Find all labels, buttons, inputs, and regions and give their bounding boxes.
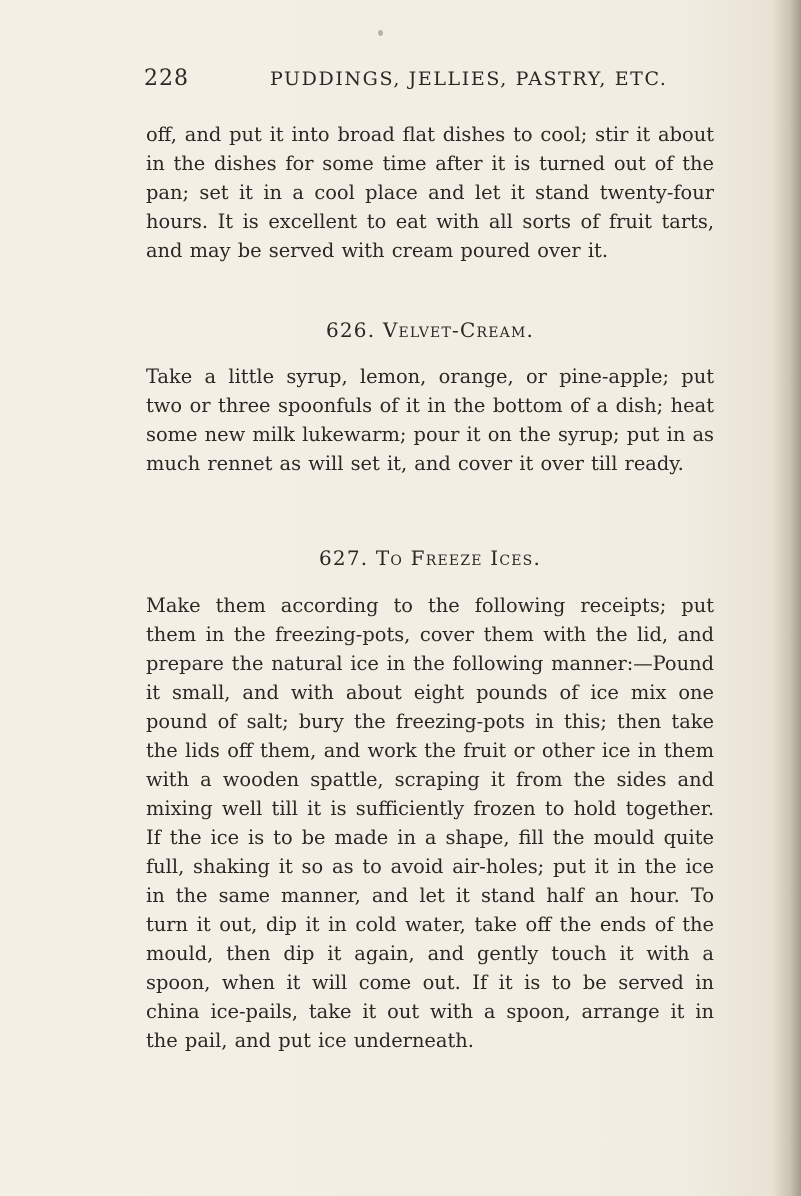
recipe-number: 627.: [318, 546, 369, 570]
page-edge-shadow: [773, 0, 801, 1196]
paragraph-continuation: off, and put it into broad flat dishes to cool; stir it about in the dishes for some time after it is turned out of the pan; set it in a cool place and let it stand twenty-four hours. It is excellent to eat with all sorts of fruit tarts, and may be served with cream poured over it.: [146, 123, 714, 262]
ink-speck: [378, 30, 383, 36]
recipe-heading-626: [146, 318, 714, 342]
paragraph-velvet-cream: Take a little syrup, lemon, orange, or pine-apple; put two or three spoonfuls of it in the bottom of a dish; heat some new milk lukewarm; pour it on the syrup; put in as much rennet as will set it, and cover it over till ready.: [146, 365, 714, 475]
page-header: [146, 66, 756, 106]
recipe-number: 626.: [325, 318, 376, 342]
recipe-heading-627: [146, 546, 714, 570]
page-number: 228: [144, 66, 189, 91]
recipe-title: Velvet-Cream.: [382, 318, 535, 342]
paragraph-freeze-ices: Make them according to the following receipts; put them in the freezing-pots, cover them with the lid, and prepare the natural ice in the following manner:—Pound it small, and with about eight pounds of ice mix one pound of salt; bury the freezing-pots in this; then take the lids off them, and work the fruit or other ice in them with a wooden spattle, scraping it from the sides and mixing well till it is sufficiently frozen to hold together. If the ice is to be made in a shape, fill the mould quite full, shaking it so as to avoid air-holes; put it in the ice in the same manner, and let it stand half an hour. To turn it out, dip it in cold water, take off the ends of the mould, then dip it again, and gently touch it with a spoon, when it will come out. If it is to be served in china ice-pails, take it out with a spoon, arrange it in the pail, and put ice underneath.: [146, 594, 714, 1052]
recipe-title: To Freeze Ices.: [375, 546, 542, 570]
running-head: PUDDINGS, JELLIES, PASTRY, ETC.: [270, 68, 668, 90]
